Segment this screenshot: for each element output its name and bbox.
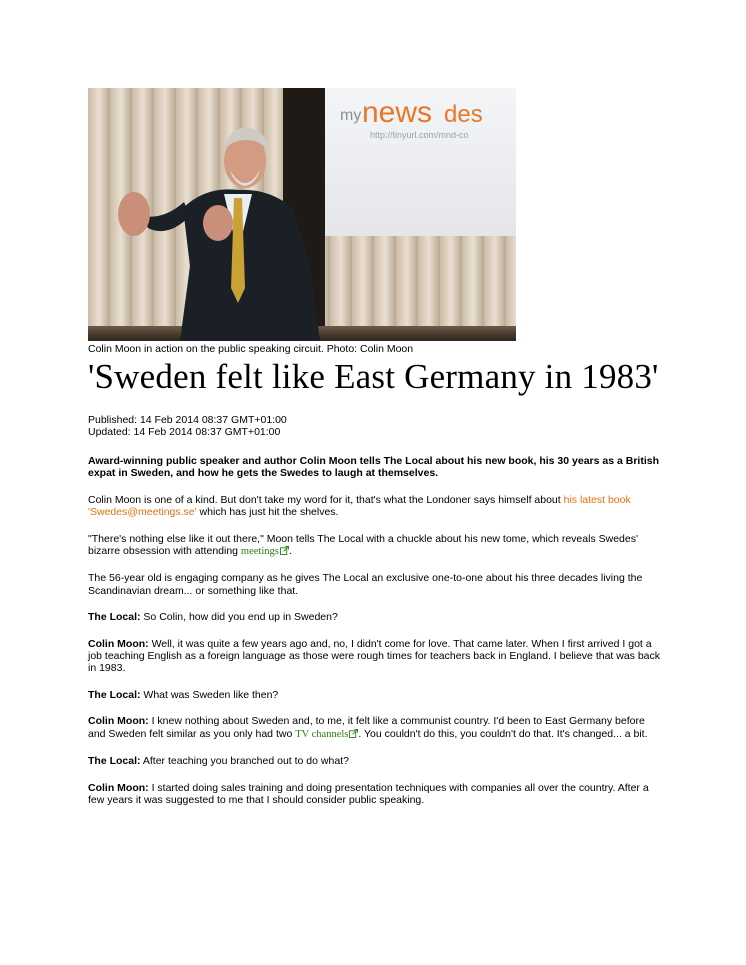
- article-dates: [88, 414, 664, 438]
- answer-3-text: I started doing sales training and doing presentation techniques with companies all over the country. After a few years it was suggested to me that I should consider public speaking.: [88, 781, 649, 806]
- interviewee-label: Colin Moon:: [88, 715, 149, 728]
- interviewer-label: The Local:: [88, 611, 141, 624]
- screen-url: http://tinyurl.com/mnd-co: [370, 130, 469, 140]
- paragraph-2-text: "There's nothing else like it out there," Moon tells The Local with a chuckle about his new tome, which reveals Swedes' bizarre obsession with attending: [88, 532, 638, 558]
- interviewee-label: Colin Moon:: [88, 637, 149, 650]
- answer-3: [88, 782, 664, 807]
- published-date: Published: 14 Feb 2014 08:37 GMT+01:00: [88, 414, 287, 426]
- paragraph-2: [88, 533, 664, 559]
- interviewee-label: Colin Moon:: [88, 781, 149, 794]
- paragraph-1-text: Colin Moon is one of a kind. But don't take my word for it, that's what the Londoner says himself about: [88, 493, 564, 506]
- answer-2-text-end: . You couldn't do this, you couldn't do that. It's changed... a bit.: [358, 727, 648, 740]
- question-1-text: So Colin, how did you end up in Sweden?: [140, 611, 338, 624]
- question-3-text: After teaching you branched out to do what?: [140, 755, 349, 768]
- interviewer-label: The Local:: [88, 755, 141, 768]
- question-3: [88, 755, 664, 767]
- tv-channels-link[interactable]: [295, 729, 358, 740]
- paragraph-2-text-end: .: [288, 545, 292, 558]
- answer-2: [88, 715, 664, 741]
- question-1: [88, 611, 664, 623]
- external-link-icon: [280, 546, 289, 555]
- screen-logo-news: news: [362, 96, 433, 129]
- interviewer-label: The Local:: [88, 688, 141, 701]
- book-link[interactable]: his latest book 'Swedes@meetings.se': [88, 493, 631, 519]
- tv-channels-link-label: TV channels: [295, 728, 349, 740]
- answer-1: [88, 638, 664, 675]
- paragraph-1: [88, 494, 664, 519]
- article-photo: [88, 88, 516, 341]
- article: [88, 88, 664, 806]
- updated-date: Updated: 14 Feb 2014 08:37 GMT+01:00: [88, 426, 281, 438]
- article-lead: Award-winning public speaker and author Colin Moon tells The Local about his new book, his 30 years as a British expat in Sweden, and how he gets the Swedes to laugh at themselves.: [88, 455, 659, 480]
- paragraph-3: The 56-year old is engaging company as he gives The Local an exclusive one-to-one about his three decades living the Scandinavian dream... or something like that.: [88, 572, 643, 597]
- photo-caption: Colin Moon in action on the public speaking circuit. Photo: Colin Moon: [88, 343, 414, 355]
- answer-2-text: I knew nothing about Sweden and, to me, it felt like a communist country. I'd been to East Germany before and Sweden felt similar as you only had two: [88, 715, 645, 740]
- question-2: [88, 689, 664, 701]
- meetings-link-label: meetings: [240, 546, 279, 558]
- question-2-text: What was Sweden like then?: [140, 688, 279, 701]
- meetings-link[interactable]: [241, 546, 289, 557]
- paragraph-1-text-end: which has just hit the shelves.: [196, 506, 339, 519]
- screen-logo-my: my: [340, 107, 362, 124]
- article-title: 'Sweden felt like East Germany in 1983': [88, 357, 659, 396]
- answer-1-text: Well, it was quite a few years ago and, no, I didn't come for love. That came later. When I first arrived I got a job teaching English as a foreign language as those were rough times for teachers back in England. I believe that was back in 1983.: [88, 637, 661, 675]
- screen-logo-des: des: [444, 101, 483, 128]
